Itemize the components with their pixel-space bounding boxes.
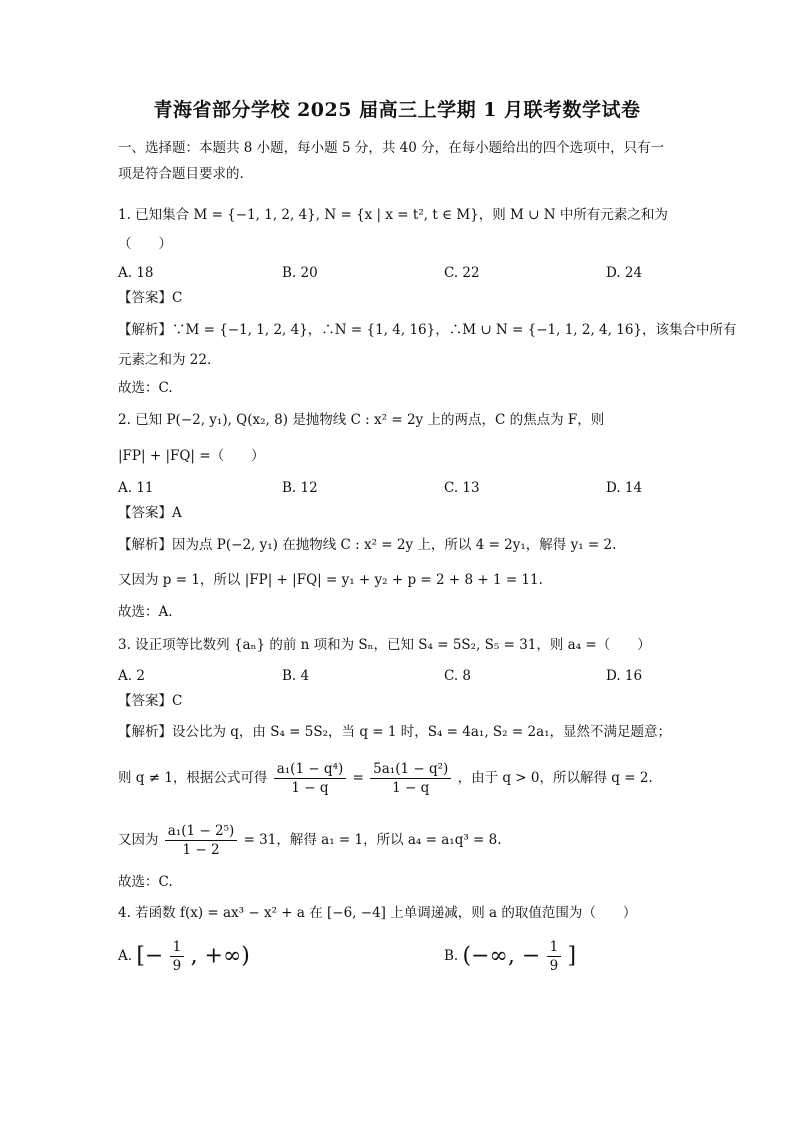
q3-fraction-2: [370, 760, 451, 797]
q4-option-b-label: B.: [444, 948, 459, 964]
q4-option-b-right: ]: [567, 943, 577, 969]
q2-analysis-line2: 又因为 p = 1，所以 |FP| + |FQ| = y₁ + y₂ + p = 2 + 8 + 1 = 11.: [118, 572, 543, 588]
q3-analysis-line3: [118, 822, 502, 859]
q4-option-a-fraction: [170, 938, 185, 975]
q1-option-d: D. 24: [606, 265, 643, 281]
q2-analysis-line1: 【解析】因为点 P(−2, y₁) 在抛物线 C : x² = 2y 上，所以 4 = 2y₁，解得 y₁ = 2.: [118, 537, 617, 553]
section-heading-line2: 项是符合题目要求的.: [118, 166, 244, 182]
q3-fraction-2-numerator: 5a₁(1 − q²): [370, 760, 451, 779]
q4-option-b-fraction: [547, 938, 562, 975]
q2-option-c: C. 13: [444, 480, 480, 496]
q4-option-a: [118, 938, 250, 975]
q2-option-d: D. 14: [606, 480, 643, 496]
q1-answer: 【答案】C: [118, 290, 183, 306]
q3-fraction-3: [165, 822, 237, 859]
q2-stem: 2. 已知 P(−2, y₁), Q(x₂, 8) 是抛物线 C : x² = 2y 上的两点，C 的焦点为 F，则: [118, 412, 605, 428]
q1-option-a: A. 18: [118, 265, 154, 281]
q2-option-a: A. 11: [118, 480, 154, 496]
q4-option-b-numerator: 1: [547, 938, 562, 957]
q3-fraction-1-denominator: 1 − q: [291, 780, 329, 796]
q1-analysis-line1: 【解析】∵M = {−1, 1, 2, 4}，∴N = {1, 4, 16}，∴M ∪ N = {−1, 1, 2, 4, 16}，该集合中所有: [118, 322, 737, 338]
q4-stem: 4. 若函数 f(x) = ax³ − x² + a 在 [−6, −4] 上单调递减，则 a 的取值范围为（ ）: [118, 905, 637, 921]
q3-option-a: A. 2: [118, 668, 145, 684]
q3-equals: =: [352, 770, 364, 786]
q3-fraction-3-denominator: 1 − 2: [182, 842, 220, 858]
q3-analysis-line3-suffix: = 31，解得 a₁ = 1，所以 a₄ = a₁q³ = 8.: [243, 832, 502, 848]
q2-option-b: B. 12: [282, 480, 318, 496]
q3-option-b: B. 4: [282, 668, 310, 684]
q3-answer: 【答案】C: [118, 693, 183, 709]
q3-analysis-line1: 【解析】设公比为 q，由 S₄ = 5S₂，当 q = 1 时，S₄ = 4a₁, S₂ = 2a₁，显然不满足题意；: [118, 724, 672, 740]
q3-option-c: C. 8: [444, 668, 472, 684]
q1-conclusion: 故选：C.: [118, 380, 173, 396]
q3-option-d: D. 16: [606, 668, 643, 684]
q4-option-b-denominator: 9: [549, 958, 559, 974]
q2-conclusion: 故选：A.: [118, 604, 173, 620]
section-heading-line1: 一、选择题：本题共 8 小题，每小题 5 分，共 40 分，在每小题给出的四个选项中，只有一: [118, 140, 665, 156]
q3-fraction-2-denominator: 1 − q: [392, 780, 430, 796]
q3-stem: 3. 设正项等比数列 {aₙ} 的前 n 项和为 Sₙ，已知 S₄ = 5S₂, S₅ = 31，则 a₄ =（ ）: [118, 637, 651, 653]
q3-analysis-line3-prefix: 又因为: [118, 832, 159, 848]
q2-answer: 【答案】A: [118, 505, 182, 521]
q3-fraction-1-numerator: a₁(1 − q⁴): [274, 760, 347, 779]
q4-option-a-left: [−: [136, 943, 164, 969]
q4-option-a-label: A.: [118, 948, 133, 964]
q4-option-b-left: (−∞, −: [462, 943, 541, 969]
q4-option-a-right: , +∞): [190, 943, 250, 969]
q1-stem: 1. 已知集合 M = {−1, 1, 2, 4}, N = {x | x = t², t ∈ M}，则 M ∪ N 中所有元素之和为: [118, 207, 668, 223]
q3-analysis-line2-prefix: 则 q ≠ 1，根据公式可得: [118, 770, 268, 786]
page-title: 青海省部分学校 2025 届高三上学期 1 月联考数学试卷: [153, 99, 641, 121]
q3-conclusion: 故选：C.: [118, 874, 173, 890]
q4-option-b: [444, 938, 576, 975]
q1-analysis-line2: 元素之和为 22.: [118, 352, 212, 368]
q4-option-a-denominator: 9: [172, 958, 182, 974]
q1-option-c: C. 22: [444, 265, 480, 281]
q1-paren: （ ）: [118, 236, 172, 252]
q3-analysis-line2-suffix: ，由于 q > 0，所以解得 q = 2.: [457, 770, 653, 786]
q4-option-a-numerator: 1: [170, 938, 185, 957]
q3-fraction-1: [274, 760, 347, 797]
q3-analysis-line2: [118, 760, 653, 797]
q2-stem-line2: |FP| + |FQ| =（ ）: [118, 448, 265, 464]
q3-fraction-3-numerator: a₁(1 − 2⁵): [165, 822, 237, 841]
q1-option-b: B. 20: [282, 265, 318, 281]
